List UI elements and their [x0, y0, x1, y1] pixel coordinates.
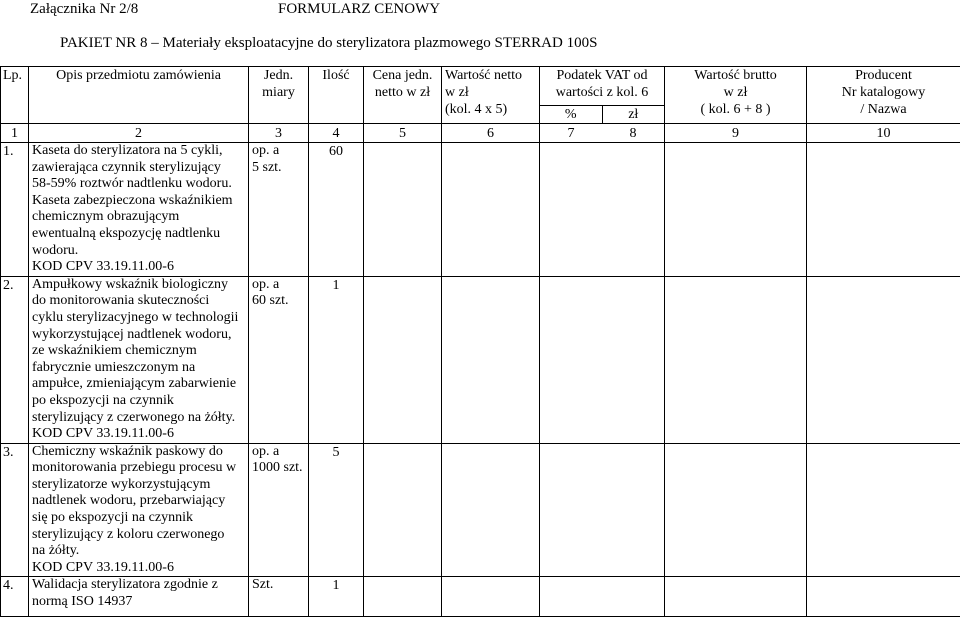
- row-lp: 1.: [1, 143, 29, 277]
- col-number: 5: [364, 124, 442, 143]
- row-net-value: [442, 443, 540, 577]
- col-number: 4: [309, 124, 364, 143]
- row-gross-value: [665, 443, 807, 577]
- row-description: Walidacja sterylizatora zgodnie z normą ISO 14937: [29, 577, 249, 617]
- col-number-vat: [540, 124, 665, 143]
- col-gross-header: Wartość brutto w zł ( kol. 6 + 8 ): [665, 67, 807, 124]
- row-vat: [540, 143, 665, 277]
- col-number: 3: [249, 124, 309, 143]
- table-row: [1, 143, 960, 277]
- header-row: [1, 67, 960, 124]
- form-title: FORMULARZ CENOWY: [278, 0, 440, 18]
- row-net-value: [442, 276, 540, 443]
- col-vat-pct-header: %: [540, 106, 602, 123]
- row-unit-price: [364, 143, 442, 277]
- price-table: [0, 66, 960, 617]
- row-gross-value: [665, 577, 807, 617]
- row-producer: [807, 276, 960, 443]
- row-unit: Szt.: [249, 577, 309, 617]
- table-row: [1, 443, 960, 577]
- col-number: 8: [602, 125, 664, 142]
- packet-title: PAKIET NR 8 – Materiały eksploatacyjne do sterylizatora plazmowego STERRAD 100S: [60, 34, 597, 52]
- col-lp-header: Lp.: [1, 67, 29, 124]
- row-gross-value: [665, 143, 807, 277]
- row-description: Ampułkowy wskaźnik biologiczny do monitorowania skuteczności cyklu sterylizacyjnego w technologii wykorzystującej nadtlenek wodoru, ze wskaźnikiem chemicznym fabrycznie umieszczonym na ampułce, zmieniającym zabarwienie po ekspozycji na czynnik sterylizujący z czerwonego na żółty. KOD CPV 33.19.11.00-6: [29, 276, 249, 443]
- col-number: 10: [807, 124, 960, 143]
- row-description: Chemiczny wskaźnik paskowy do monitorowania przebiegu procesu w sterylizatorze wykorzystującym nadtlenek wodoru, przebarwiający się po ekspozycji na czynnik sterylizujący z koloru czerwonego na żółty. KOD CPV 33.19.11.00-6: [29, 443, 249, 577]
- col-number: 9: [665, 124, 807, 143]
- col-vat-header: Podatek VAT od wartości z kol. 6 % zł: [540, 67, 665, 124]
- table-row: [1, 577, 960, 617]
- row-vat: [540, 276, 665, 443]
- row-unit: op. a 1000 szt.: [249, 443, 309, 577]
- row-lp: 2.: [1, 276, 29, 443]
- row-lp: 3.: [1, 443, 29, 577]
- col-number: 6: [442, 124, 540, 143]
- col-vat-pln-header: zł: [602, 106, 665, 123]
- row-producer: [807, 443, 960, 577]
- row-net-value: [442, 577, 540, 617]
- col-qty-header: Ilość: [309, 67, 364, 124]
- row-description: Kaseta do sterylizatora na 5 cykli, zawierająca czynnik sterylizujący 58-59% roztwór nadtlenku wodoru. Kaseta zabezpieczona wskaźnikiem chemicznym obrazującym ewentualną ekspozycję nadtlenku wodoru. KOD CPV 33.19.11.00-6: [29, 143, 249, 277]
- col-number: 1: [1, 124, 29, 143]
- col-number: 7: [540, 125, 602, 142]
- row-unit-price: [364, 276, 442, 443]
- row-gross-value: [665, 276, 807, 443]
- row-net-value: [442, 143, 540, 277]
- row-quantity: 60: [309, 143, 364, 277]
- row-quantity: 5: [309, 443, 364, 577]
- row-lp: 4.: [1, 577, 29, 617]
- annex-label: Załącznika Nr 2/8: [30, 0, 138, 18]
- row-quantity: 1: [309, 577, 364, 617]
- col-desc-header: Opis przedmiotu zamówienia: [29, 67, 249, 124]
- column-number-row: [1, 124, 960, 143]
- col-number: 2: [29, 124, 249, 143]
- col-price-header: Cena jedn. netto w zł: [364, 67, 442, 124]
- row-producer: [807, 577, 960, 617]
- row-vat: [540, 443, 665, 577]
- row-quantity: 1: [309, 276, 364, 443]
- row-unit-price: [364, 443, 442, 577]
- row-producer: [807, 143, 960, 277]
- table-row: [1, 276, 960, 443]
- col-producer-header: Producent Nr katalogowy / Nazwa: [807, 67, 960, 124]
- col-unit-header: Jedn. miary: [249, 67, 309, 124]
- row-unit-price: [364, 577, 442, 617]
- row-unit: op. a 60 szt.: [249, 276, 309, 443]
- row-vat: [540, 577, 665, 617]
- row-unit: op. a 5 szt.: [249, 143, 309, 277]
- col-net-value-header: Wartość netto w zł (kol. 4 x 5): [442, 67, 540, 124]
